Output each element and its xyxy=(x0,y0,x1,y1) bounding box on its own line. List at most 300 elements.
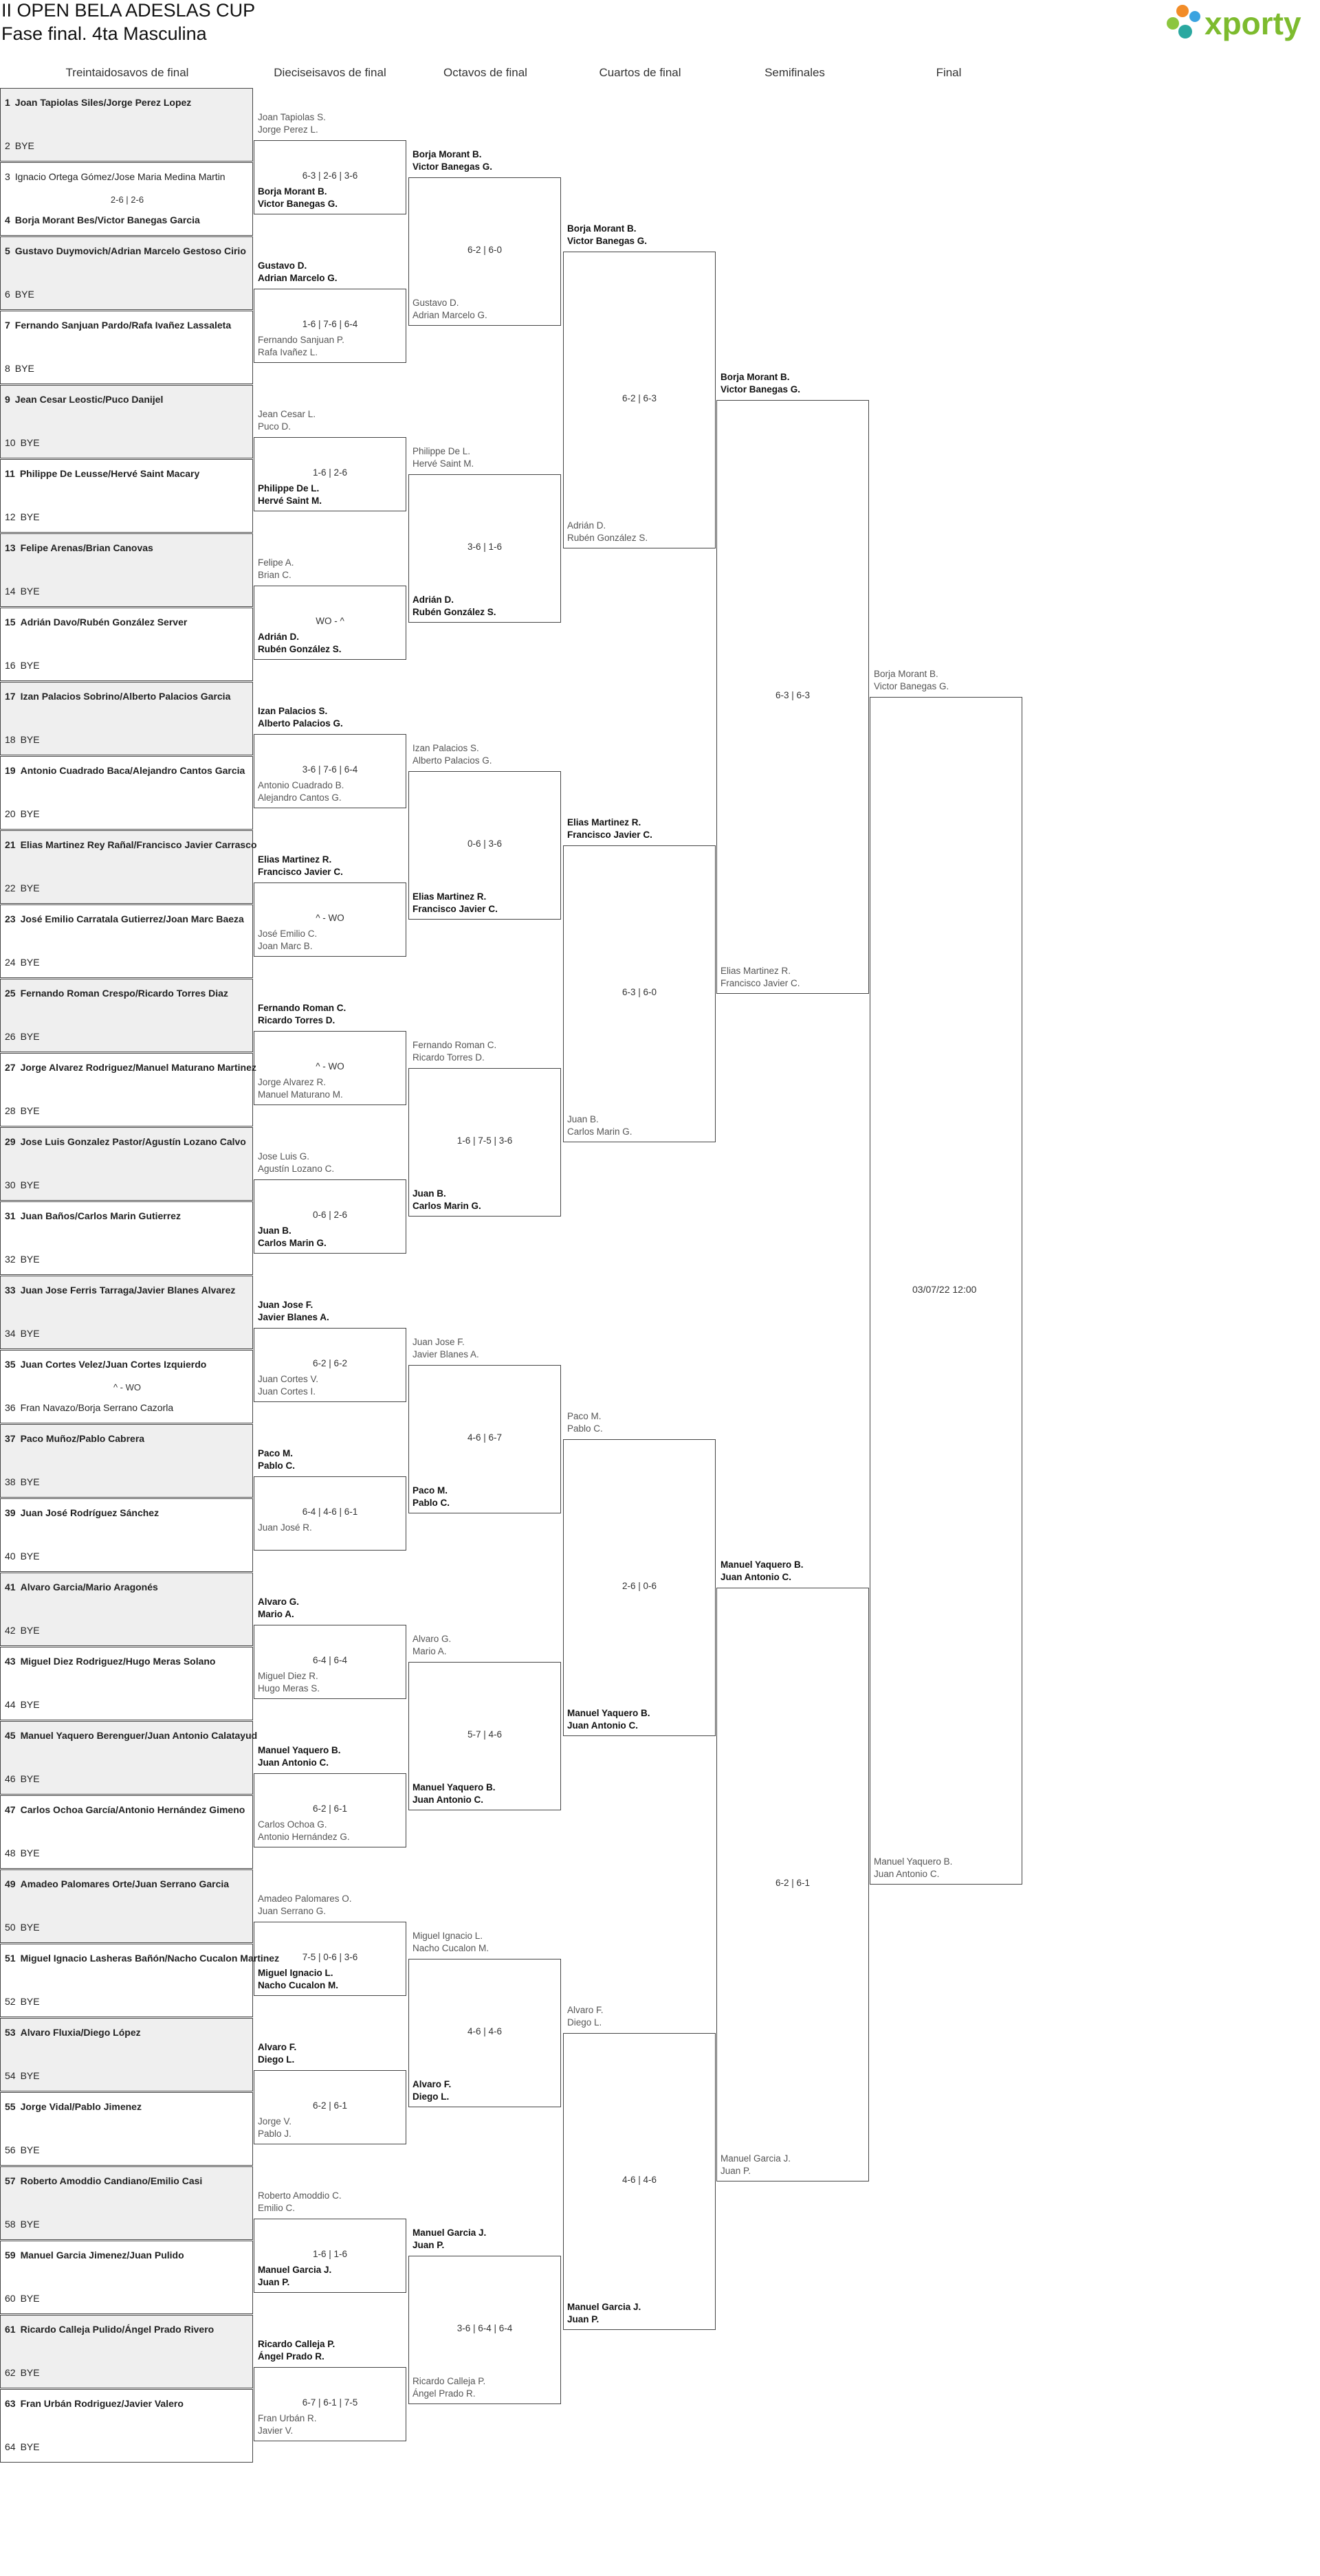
r32-match xyxy=(0,2092,253,2166)
r16-team-top xyxy=(258,1893,352,1918)
match-score: ^ - WO xyxy=(113,1382,142,1392)
r32-team-top xyxy=(5,1953,280,1964)
r32-team-top xyxy=(5,765,251,776)
seed-number: 14 xyxy=(5,586,16,597)
seed-number: 53 xyxy=(5,2027,16,2038)
r32-team-bottom xyxy=(5,1996,251,2007)
r32-team-bottom xyxy=(5,511,251,522)
r16-score: 0-6 | 2-6 xyxy=(312,1210,348,1220)
r32-team-bottom xyxy=(5,808,251,819)
seed-number: 61 xyxy=(5,2324,16,2335)
team-name: BYE xyxy=(20,1551,40,1562)
r32-team-top xyxy=(5,617,251,628)
r32-match xyxy=(0,1276,253,1349)
player-name: Ángel Prado R. xyxy=(412,2388,476,2399)
player-name: Alejandro Cantos G. xyxy=(258,792,342,803)
qf-team-bottom xyxy=(567,1707,650,1732)
team-name: Manuel Yaquero Berenguer/Juan Antonio Calatayud xyxy=(20,1730,258,1741)
r32-match xyxy=(0,1053,256,1126)
team-name: BYE xyxy=(14,363,34,374)
player-name: Manuel Garcia J. xyxy=(567,2302,641,2312)
player-name: Paco M. xyxy=(258,1448,294,1458)
player-name: Jorge V. xyxy=(258,2116,292,2127)
r16-score: 1-6 | 1-6 xyxy=(312,2249,348,2259)
seed-number: 41 xyxy=(5,1581,16,1592)
player-name: Nacho Cucalon M. xyxy=(258,1980,339,1990)
player-name: Roberto Amoddio C. xyxy=(258,2190,342,2201)
r16-team-bottom xyxy=(258,2116,292,2140)
player-name: Diego L. xyxy=(412,2091,450,2102)
r32-team-top xyxy=(5,1210,251,1221)
r16-team-top xyxy=(258,1744,341,1769)
r16-team-bottom xyxy=(258,482,322,507)
player-name: Javier V. xyxy=(258,2425,294,2436)
r16-team-bottom xyxy=(258,1373,318,1398)
r8-team-bottom xyxy=(412,297,487,322)
r32-match xyxy=(0,2389,253,2463)
player-name: Manuel Yaquero B. xyxy=(258,1745,341,1755)
team-name: Elias Martinez Rey Rañal/Francisco Javier Carrasco xyxy=(20,839,257,850)
seed-number: 20 xyxy=(5,808,16,819)
r16-team-top xyxy=(258,705,343,730)
team-name: Alvaro Fluxia/Diego López xyxy=(20,2027,141,2038)
qf-team-bottom xyxy=(567,1113,632,1138)
player-name: Alvaro F. xyxy=(412,2079,452,2089)
player-name: Fernando Roman C. xyxy=(258,1003,346,1013)
sf-score: 6-2 | 6-1 xyxy=(775,1878,811,1888)
player-name: Manuel Garcia J. xyxy=(258,2265,332,2275)
r32-match xyxy=(0,608,253,681)
seed-number: 30 xyxy=(5,1179,16,1190)
player-name: Juan José R. xyxy=(258,1522,312,1533)
player-name: Carlos Marin G. xyxy=(412,1201,481,1211)
team-name: Fran Navazo/Borja Serrano Cazorla xyxy=(20,1402,174,1413)
r32-team-bottom xyxy=(5,1551,251,1562)
r16-score: ^ - WO xyxy=(316,1061,344,1072)
r16-team-bottom xyxy=(258,334,344,359)
player-name: Victor Banegas G. xyxy=(874,681,949,691)
r32-team-top xyxy=(5,1359,251,1370)
player-name: Borja Morant B. xyxy=(258,186,327,197)
r32-team-top xyxy=(5,2398,251,2409)
seed-number: 15 xyxy=(5,617,16,628)
r16-team-top xyxy=(258,2338,335,2363)
player-name: Juan P. xyxy=(720,2166,751,2176)
player-name: Juan P. xyxy=(412,2240,445,2250)
seed-number: 21 xyxy=(5,839,16,850)
player-name: Antonio Hernández G. xyxy=(258,1832,350,1842)
seed-number: 40 xyxy=(5,1551,16,1562)
seed-number: 25 xyxy=(5,988,16,999)
team-name: BYE xyxy=(20,2293,40,2304)
r16-score: 1-6 | 2-6 xyxy=(312,467,348,478)
player-name: Philippe De L. xyxy=(258,483,320,493)
r8-score: 3-6 | 1-6 xyxy=(467,542,503,552)
r32-team-bottom xyxy=(5,882,251,893)
r32-match xyxy=(0,1573,253,1646)
r32-match xyxy=(0,385,253,458)
player-name: Alvaro G. xyxy=(258,1597,300,1607)
r32-match xyxy=(0,2018,253,2091)
team-name: Alvaro Garcia/Mario Aragonés xyxy=(20,1581,158,1592)
r32-match xyxy=(0,1201,253,1275)
r32-team-top xyxy=(5,2175,251,2186)
r32-team-bottom xyxy=(5,1402,251,1413)
seed-number: 9 xyxy=(5,394,10,405)
player-name: Victor Banegas G. xyxy=(412,162,493,172)
r32-match xyxy=(0,979,253,1052)
r8-team-top xyxy=(412,742,492,767)
final-date: 03/07/22 12:00 xyxy=(912,1284,977,1295)
team-name: BYE xyxy=(20,1922,40,1933)
r8-score: 0-6 | 3-6 xyxy=(467,839,503,849)
sf-score: 6-3 | 6-3 xyxy=(775,690,811,700)
r32-team-top xyxy=(5,691,251,702)
r32-team-top xyxy=(5,1878,251,1889)
r32-team-bottom xyxy=(5,2070,251,2081)
team-name: Adrián Davo/Rubén González Server xyxy=(20,617,188,628)
player-name: Rafa Ivañez L. xyxy=(258,347,318,357)
player-name: Alvaro F. xyxy=(567,2005,604,2015)
sf-team-top xyxy=(720,1559,804,1584)
player-name: Manuel Yaquero B. xyxy=(874,1856,953,1867)
r32-team-bottom xyxy=(5,140,251,151)
player-name: Victor Banegas G. xyxy=(258,199,338,209)
r32-team-top xyxy=(5,1433,251,1444)
sf-team-bottom xyxy=(720,2153,791,2177)
player-name: Jorge Alvarez R. xyxy=(258,1077,327,1087)
player-name: Fernando Roman C. xyxy=(412,1040,497,1050)
page-title: II OPEN BELA ADESLAS CUP xyxy=(1,0,256,21)
seed-number: 1 xyxy=(5,97,10,108)
player-name: Juan Jose F. xyxy=(412,1337,465,1347)
seed-number: 28 xyxy=(5,1105,16,1116)
seed-number: 48 xyxy=(5,1847,16,1858)
player-name: Borja Morant B. xyxy=(720,372,790,382)
player-name: José Emilio C. xyxy=(258,929,318,939)
r32-team-top xyxy=(5,1656,251,1667)
player-name: Adrián D. xyxy=(567,520,606,531)
seed-number: 63 xyxy=(5,2398,16,2409)
player-name: Juan B. xyxy=(567,1114,599,1124)
team-name: Fernando Sanjuan Pardo/Rafa Ivañez Lassaleta xyxy=(14,320,232,331)
team-name: BYE xyxy=(20,2070,40,2081)
player-name: Miguel Ignacio L. xyxy=(412,1931,483,1941)
r32-match xyxy=(0,1869,253,1943)
player-name: Agustín Lozano C. xyxy=(258,1164,335,1174)
r16-score: 6-4 | 6-4 xyxy=(312,1655,348,1665)
seed-number: 7 xyxy=(5,320,10,331)
r8-score: 1-6 | 7-5 | 3-6 xyxy=(456,1135,513,1146)
player-name: Manuel Yaquero B. xyxy=(720,1559,804,1570)
seed-number: 2 xyxy=(5,140,10,151)
r32-team-bottom xyxy=(5,437,251,448)
page-header xyxy=(0,0,1320,69)
player-name: Juan Antonio C. xyxy=(412,1795,483,1805)
r32-team-top xyxy=(5,394,251,405)
r16-score: WO - ^ xyxy=(316,616,344,626)
r16-team-top xyxy=(258,260,338,285)
team-name: BYE xyxy=(20,586,40,597)
seed-number: 57 xyxy=(5,2175,16,2186)
player-name: Hugo Meras S. xyxy=(258,1683,320,1694)
r32-match xyxy=(0,2241,253,2314)
seed-number: 64 xyxy=(5,2441,16,2452)
r8-team-bottom xyxy=(412,891,498,915)
r16-score: 6-2 | 6-1 xyxy=(312,2100,348,2111)
r32-team-bottom xyxy=(5,2144,251,2155)
team-name: Joan Tapiolas Siles/Jorge Perez Lopez xyxy=(14,97,192,108)
r32-team-bottom xyxy=(5,1476,251,1487)
r8-score: 5-7 | 4-6 xyxy=(467,1729,503,1740)
team-name: Juan Cortes Velez/Juan Cortes Izquierdo xyxy=(20,1359,207,1370)
r32-team-bottom xyxy=(5,2293,251,2304)
team-name: Juan Baños/Carlos Marin Gutierrez xyxy=(20,1210,181,1221)
player-name: Rubén González S. xyxy=(412,607,496,617)
team-name: Borja Morant Bes/Victor Banegas Garcia xyxy=(14,214,200,225)
player-name: Hervé Saint M. xyxy=(412,458,474,469)
player-name: Rubén González S. xyxy=(258,644,342,654)
seed-number: 56 xyxy=(5,2144,16,2155)
player-name: Pablo J. xyxy=(258,2129,292,2139)
seed-number: 22 xyxy=(5,882,16,893)
r32-team-top xyxy=(5,1136,251,1147)
round-header-4: Semifinales xyxy=(764,66,825,79)
team-name: BYE xyxy=(20,882,40,893)
r32-match xyxy=(0,2315,253,2388)
team-name: Manuel Garcia Jimenez/Juan Pulido xyxy=(20,2250,184,2261)
team-name: Jose Luis Gonzalez Pastor/Agustín Lozano Calvo xyxy=(20,1136,246,1147)
r8-team-bottom xyxy=(412,2375,485,2400)
team-name: BYE xyxy=(20,808,40,819)
team-name: BYE xyxy=(20,2441,40,2452)
r16-team-bottom xyxy=(258,2412,317,2437)
player-name: Ricardo Calleja P. xyxy=(412,2376,486,2386)
r8-team-top xyxy=(412,445,474,470)
r32-match xyxy=(0,236,253,310)
player-name: Manuel Garcia J. xyxy=(412,2228,487,2238)
player-name: Amadeo Palomares O. xyxy=(258,1894,352,1904)
player-name: Elias Martinez R. xyxy=(567,817,641,828)
r16-team-bottom xyxy=(258,2264,331,2289)
seed-number: 54 xyxy=(5,2070,16,2081)
team-name: BYE xyxy=(20,2219,40,2230)
player-name: Joan Tapiolas S. xyxy=(258,112,326,122)
team-name: BYE xyxy=(20,511,40,522)
player-name: Juan Antonio C. xyxy=(567,1720,638,1731)
r32-match xyxy=(0,1721,258,1795)
r32-match xyxy=(0,1944,280,2017)
r32-team-top xyxy=(5,1507,251,1518)
player-name: Francisco Javier C. xyxy=(720,978,800,988)
r32-team-bottom xyxy=(5,363,251,374)
player-name: Juan Antonio C. xyxy=(720,1572,791,1582)
seed-number: 52 xyxy=(5,1996,16,2007)
team-name: Juan José Rodríguez Sánchez xyxy=(20,1507,160,1518)
r16-team-bottom xyxy=(258,1225,327,1250)
seed-number: 10 xyxy=(5,437,16,448)
player-name: Juan P. xyxy=(258,2277,290,2287)
team-name: Antonio Cuadrado Baca/Alejandro Cantos Garcia xyxy=(20,765,245,776)
player-name: Jorge Perez L. xyxy=(258,124,318,135)
r8-team-bottom xyxy=(412,1188,481,1212)
r32-match xyxy=(0,904,253,978)
player-name: Juan Antonio C. xyxy=(258,1757,329,1768)
player-name: Gustavo D. xyxy=(258,260,307,271)
team-name: Ignacio Ortega Gómez/Jose Maria Medina Martin xyxy=(14,171,226,182)
player-name: Juan Cortes V. xyxy=(258,1374,319,1384)
r8-score: 3-6 | 6-4 | 6-4 xyxy=(456,2323,513,2333)
team-name: BYE xyxy=(20,1699,40,1710)
xporty-logo xyxy=(1163,1,1319,49)
r32-match xyxy=(0,88,253,162)
r32-team-top xyxy=(5,913,251,924)
r32-team-bottom xyxy=(5,2367,251,2378)
team-name: BYE xyxy=(20,1328,40,1339)
seed-number: 26 xyxy=(5,1031,16,1042)
r32-team-top xyxy=(5,2101,251,2112)
team-name: BYE xyxy=(20,1847,40,1858)
qf-team-bottom xyxy=(567,2301,641,2326)
player-name: Juan Serrano G. xyxy=(258,1906,327,1916)
seed-number: 19 xyxy=(5,765,16,776)
seed-number: 32 xyxy=(5,1254,16,1265)
team-name: Gustavo Duymovich/Adrian Marcelo Gestoso Cirio xyxy=(14,245,246,256)
player-name: Carlos Marin G. xyxy=(567,1126,632,1137)
r8-team-top xyxy=(412,1336,479,1361)
r16-team-bottom xyxy=(258,1522,312,1534)
r32-match xyxy=(0,459,253,533)
player-name: Diego L. xyxy=(258,2054,295,2065)
r32-team-top xyxy=(5,542,251,553)
team-name: BYE xyxy=(20,437,40,448)
r32-team-bottom xyxy=(5,2441,251,2452)
seed-number: 29 xyxy=(5,1136,16,1147)
seed-number: 34 xyxy=(5,1328,16,1339)
team-name: Juan Jose Ferris Tarraga/Javier Blanes Alvarez xyxy=(20,1285,236,1296)
r8-team-bottom xyxy=(412,1781,496,1806)
r32-team-bottom xyxy=(5,1105,251,1116)
player-name: Philippe De L. xyxy=(412,446,471,456)
team-name: BYE xyxy=(20,1625,40,1636)
player-name: Ángel Prado R. xyxy=(258,2351,324,2362)
player-name: Adrian Marcelo G. xyxy=(412,310,487,320)
final-team-bottom xyxy=(874,1856,952,1880)
r32-team-bottom xyxy=(5,660,251,671)
player-name: Juan Jose F. xyxy=(258,1300,314,1310)
seed-number: 39 xyxy=(5,1507,16,1518)
player-name: Alberto Palacios G. xyxy=(412,755,492,766)
r32-team-top xyxy=(5,245,251,256)
player-name: Francisco Javier C. xyxy=(258,867,343,877)
r32-team-top xyxy=(5,839,257,850)
team-name: Philippe De Leusse/Hervé Saint Macary xyxy=(19,468,200,479)
player-name: Juan B. xyxy=(412,1188,446,1199)
r32-match xyxy=(0,1647,253,1720)
r8-score: 6-2 | 6-0 xyxy=(467,245,503,255)
r32-team-top xyxy=(5,2250,251,2261)
player-name: Felipe A. xyxy=(258,557,294,568)
team-name: Paco Muñoz/Pablo Cabrera xyxy=(20,1433,145,1444)
sf-team-bottom xyxy=(720,965,800,990)
team-name: BYE xyxy=(20,1254,40,1265)
r8-team-top xyxy=(412,1039,496,1064)
seed-number: 8 xyxy=(5,363,10,374)
r16-team-bottom xyxy=(258,631,342,656)
r16-score: ^ - WO xyxy=(316,913,344,923)
qf-score: 2-6 | 0-6 xyxy=(622,1581,657,1591)
player-name: Victor Banegas G. xyxy=(720,384,801,395)
r32-match xyxy=(0,533,253,607)
logo-text: xporty xyxy=(1204,5,1301,41)
player-name: Mario A. xyxy=(258,1609,294,1619)
player-name: Miguel Diez R. xyxy=(258,1671,318,1681)
player-name: Francisco Javier C. xyxy=(567,830,652,840)
team-name: BYE xyxy=(20,1773,40,1784)
round-header-2: Octavos de final xyxy=(443,66,527,79)
seed-number: 31 xyxy=(5,1210,16,1221)
r32-team-top xyxy=(5,1581,251,1592)
r16-team-top xyxy=(258,111,326,136)
r32-team-bottom xyxy=(5,1773,251,1784)
r16-team-top xyxy=(258,2041,296,2066)
r16-team-top xyxy=(258,408,316,433)
seed-number: 3 xyxy=(5,171,10,182)
r32-team-bottom xyxy=(5,2219,251,2230)
r16-score: 1-6 | 7-6 | 6-4 xyxy=(302,319,358,329)
seed-number: 45 xyxy=(5,1730,16,1741)
r32-team-top xyxy=(5,2027,251,2038)
player-name: Diego L. xyxy=(567,2017,602,2028)
seed-number: 37 xyxy=(5,1433,16,1444)
r16-team-bottom xyxy=(258,1819,350,1843)
player-name: Alvaro G. xyxy=(412,1634,452,1644)
team-name: BYE xyxy=(14,140,34,151)
r16-score: 6-2 | 6-1 xyxy=(312,1803,348,1814)
r16-score: 6-3 | 2-6 | 3-6 xyxy=(302,170,358,181)
seed-number: 27 xyxy=(5,1062,16,1073)
seed-number: 51 xyxy=(5,1953,16,1964)
round-header-1: Dieciseisavos de final xyxy=(274,66,386,79)
round-header-3: Cuartos de final xyxy=(599,66,681,79)
seed-number: 38 xyxy=(5,1476,16,1487)
seed-number: 58 xyxy=(5,2219,16,2230)
team-name: BYE xyxy=(20,2367,40,2378)
r32-match xyxy=(0,1498,253,1572)
player-name: Juan B. xyxy=(258,1225,292,1236)
r32-team-top xyxy=(5,988,251,999)
player-name: Elias Martinez R. xyxy=(258,854,332,865)
seed-number: 5 xyxy=(5,245,10,256)
r32-match xyxy=(0,311,253,384)
r16-team-top xyxy=(258,1299,329,1324)
seed-number: 23 xyxy=(5,913,16,924)
player-name: Izan Palacios S. xyxy=(258,706,328,716)
player-name: Jose Luis G. xyxy=(258,1151,310,1162)
r32-match xyxy=(0,1127,253,1201)
team-name: BYE xyxy=(20,2144,40,2155)
r8-score: 4-6 | 6-7 xyxy=(467,1432,503,1443)
seed-number: 36 xyxy=(5,1402,16,1413)
player-name: Fran Urbán R. xyxy=(258,2413,317,2423)
seed-number: 50 xyxy=(5,1922,16,1933)
player-name: Francisco Javier C. xyxy=(412,904,498,914)
player-name: Carlos Ochoa G. xyxy=(258,1819,327,1830)
player-name: Alvaro F. xyxy=(258,2042,297,2052)
player-name: Elias Martinez R. xyxy=(412,891,487,902)
seed-number: 18 xyxy=(5,734,16,745)
r32-team-top xyxy=(5,320,251,331)
